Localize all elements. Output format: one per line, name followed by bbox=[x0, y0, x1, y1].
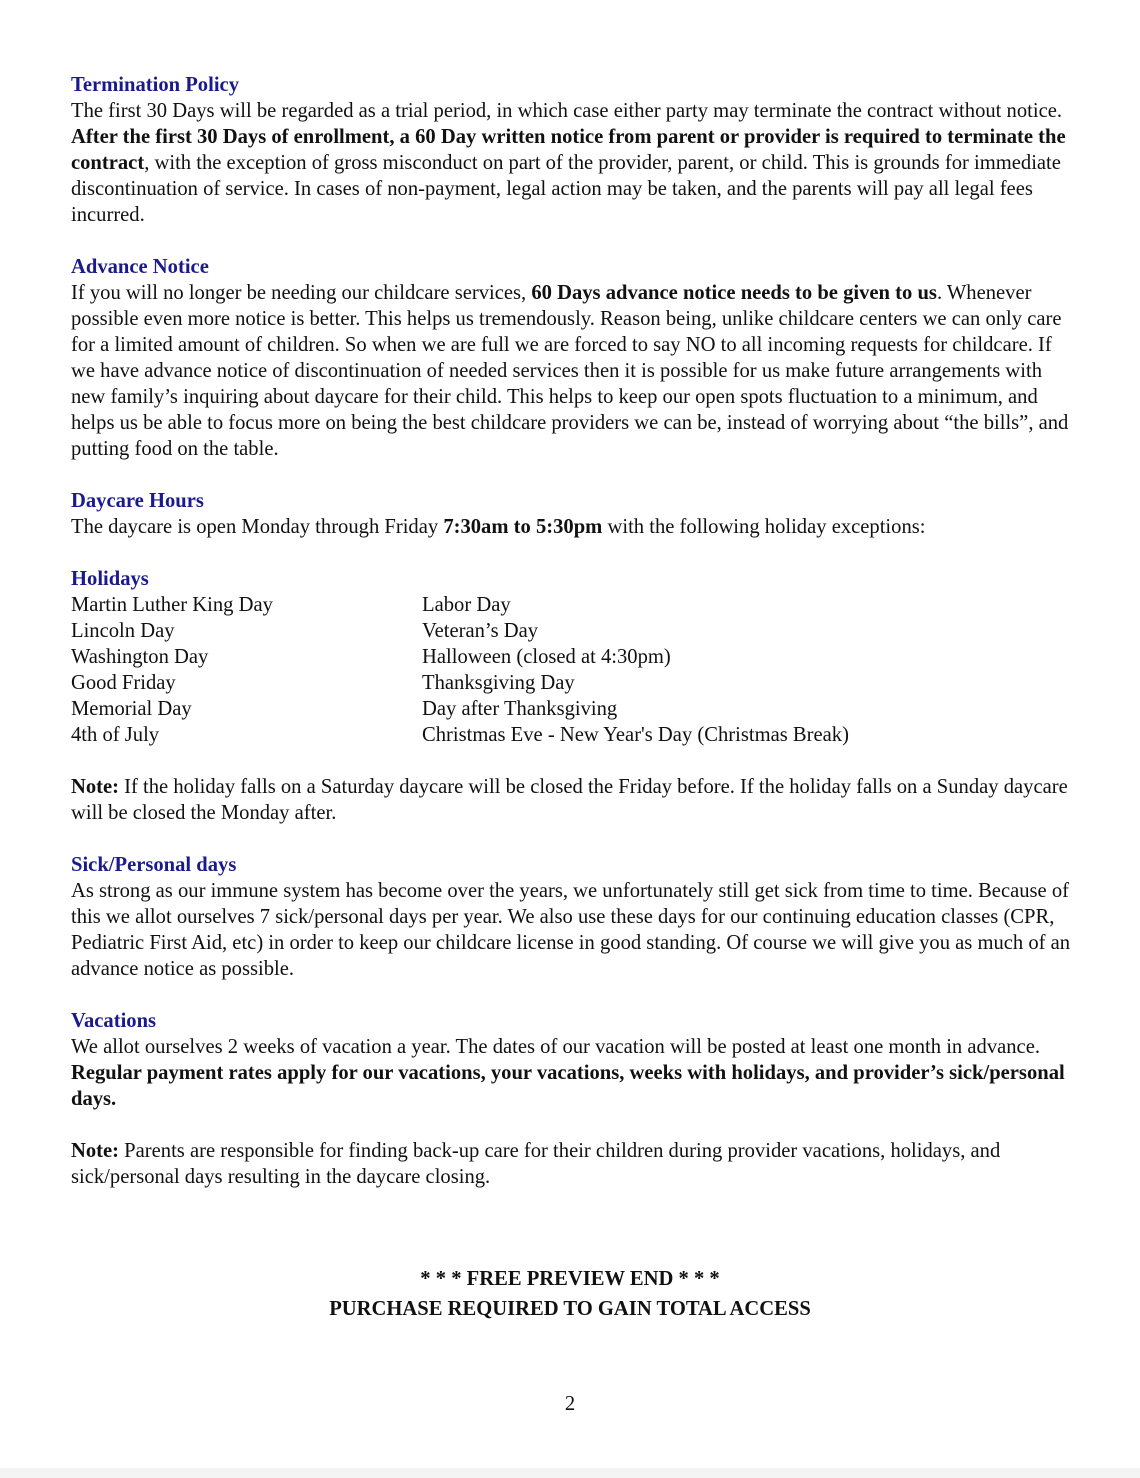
holiday-item: 4th of July bbox=[71, 724, 160, 746]
holiday-item: Washington Day bbox=[71, 646, 209, 668]
holidays-heading: Holidays bbox=[71, 568, 149, 590]
daycare-hours-heading: Daycare Hours bbox=[71, 490, 204, 512]
hours-text-2: with the following holiday exceptions: bbox=[602, 516, 926, 538]
termination-heading: Termination Policy bbox=[71, 74, 239, 96]
holiday-note bbox=[71, 774, 1071, 826]
daycare-hours-section bbox=[71, 488, 1071, 540]
vacations-text-1: We allot ourselves 2 weeks of vacation a year. The dates of our vacation will be posted at least one month in advance. bbox=[71, 1036, 1040, 1058]
advance-text-2: . Whenever possible even more notice is better. This helps us tremendously. Reason being, unlike childcare centers we can only care for a limited amount of children. So when we are full we are forced to say NO to all incoming requests for childcare. If we have advance notice of discontinuation of needed services then it is possible for us make future arrangements with new family’s inquiring about daycare for their child. This helps to keep our open spots fluctuation to a minimum, and helps us be able to focus more on being the best childcare providers we can be, instead of worrying about “the bills”, and putting food on the table. bbox=[71, 282, 1069, 460]
hours-text-1: The daycare is open Monday through Friday bbox=[71, 516, 444, 538]
backup-note-section bbox=[71, 1138, 1071, 1190]
termination-body bbox=[71, 98, 1071, 228]
document-page bbox=[71, 72, 1071, 1216]
sick-days-heading: Sick/Personal days bbox=[71, 854, 237, 876]
holiday-item: Memorial Day bbox=[71, 698, 192, 720]
advance-notice-body bbox=[71, 280, 1071, 462]
termination-text-2: , with the exception of gross misconduct on part of the provider, parent, or child. This is grounds for immediate discontinuation of service. In cases of non-payment, legal action may be taken, and the parents will pay all legal fees incurred. bbox=[71, 152, 1061, 226]
termination-text-1: The first 30 Days will be regarded as a trial period, in which case either party may terminate the contract without notice. bbox=[71, 100, 1063, 122]
advance-notice-section bbox=[71, 254, 1071, 462]
vacations-heading: Vacations bbox=[71, 1010, 157, 1032]
page-number: 2 bbox=[564, 1393, 576, 1415]
vacations-bold-text: Regular payment rates apply for our vacations, your vacations, weeks with holidays, and provider’s sick/personal days. bbox=[71, 1062, 1065, 1110]
vacations-section bbox=[71, 1008, 1071, 1112]
preview-end-banner bbox=[0, 1264, 1140, 1324]
note-label: Note: bbox=[71, 776, 120, 798]
holiday-item: Halloween (closed at 4:30pm) bbox=[422, 646, 671, 668]
backup-note-text: Parents are responsible for finding back-up care for their children during provider vacations, holidays, and sick/personal days resulting in the daycare closing. bbox=[71, 1140, 1001, 1188]
backup-note bbox=[71, 1138, 1071, 1190]
sick-days-section bbox=[71, 852, 1071, 982]
holidays-list bbox=[71, 592, 1071, 748]
sick-days-body: As strong as our immune system has become over the years, we unfortunately still get sick from time to time. Because of this we allot ourselves 7 sick/personal days per year. We also use these days for our continuing education classes (CPR, Pediatric First Aid, etc) in order to keep our childcare license in good standing. Of course we will give you as much of an advance notice as possible. bbox=[71, 880, 1071, 980]
holiday-note-section bbox=[71, 774, 1071, 826]
page-bottom-edge bbox=[0, 1468, 1140, 1478]
hours-bold-text: 7:30am to 5:30pm bbox=[443, 516, 603, 538]
advance-notice-heading: Advance Notice bbox=[71, 256, 209, 278]
advance-bold-text: 60 Days advance notice needs to be given to us bbox=[531, 282, 937, 304]
note-label: Note: bbox=[71, 1140, 120, 1162]
holiday-item: Christmas Eve - New Year's Day (Christmas Break) bbox=[422, 724, 849, 746]
termination-section bbox=[71, 72, 1071, 228]
purchase-required-line: PURCHASE REQUIRED TO GAIN TOTAL ACCESS bbox=[329, 1298, 811, 1320]
holiday-item: Labor Day bbox=[422, 594, 511, 616]
holiday-item: Veteran’s Day bbox=[422, 620, 539, 642]
preview-end-line: * * * FREE PREVIEW END * * * bbox=[420, 1268, 720, 1290]
holiday-item: Day after Thanksgiving bbox=[422, 698, 618, 720]
holiday-item: Good Friday bbox=[71, 672, 176, 694]
advance-text-1: If you will no longer be needing our childcare services, bbox=[71, 282, 532, 304]
holiday-item: Thanksgiving Day bbox=[422, 672, 575, 694]
vacations-body bbox=[71, 1034, 1071, 1112]
daycare-hours-body bbox=[71, 514, 1071, 540]
holidays-section bbox=[71, 566, 1071, 748]
holiday-note-text: If the holiday falls on a Saturday daycare will be closed the Friday before. If the holiday falls on a Sunday daycare will be closed the Monday after. bbox=[71, 776, 1068, 824]
holiday-item: Martin Luther King Day bbox=[71, 594, 273, 616]
termination-bold-text: After the first 30 Days of enrollment, a 60 Day written notice from parent or provider is required to terminate the contract bbox=[71, 126, 1066, 174]
holiday-item: Lincoln Day bbox=[71, 620, 175, 642]
